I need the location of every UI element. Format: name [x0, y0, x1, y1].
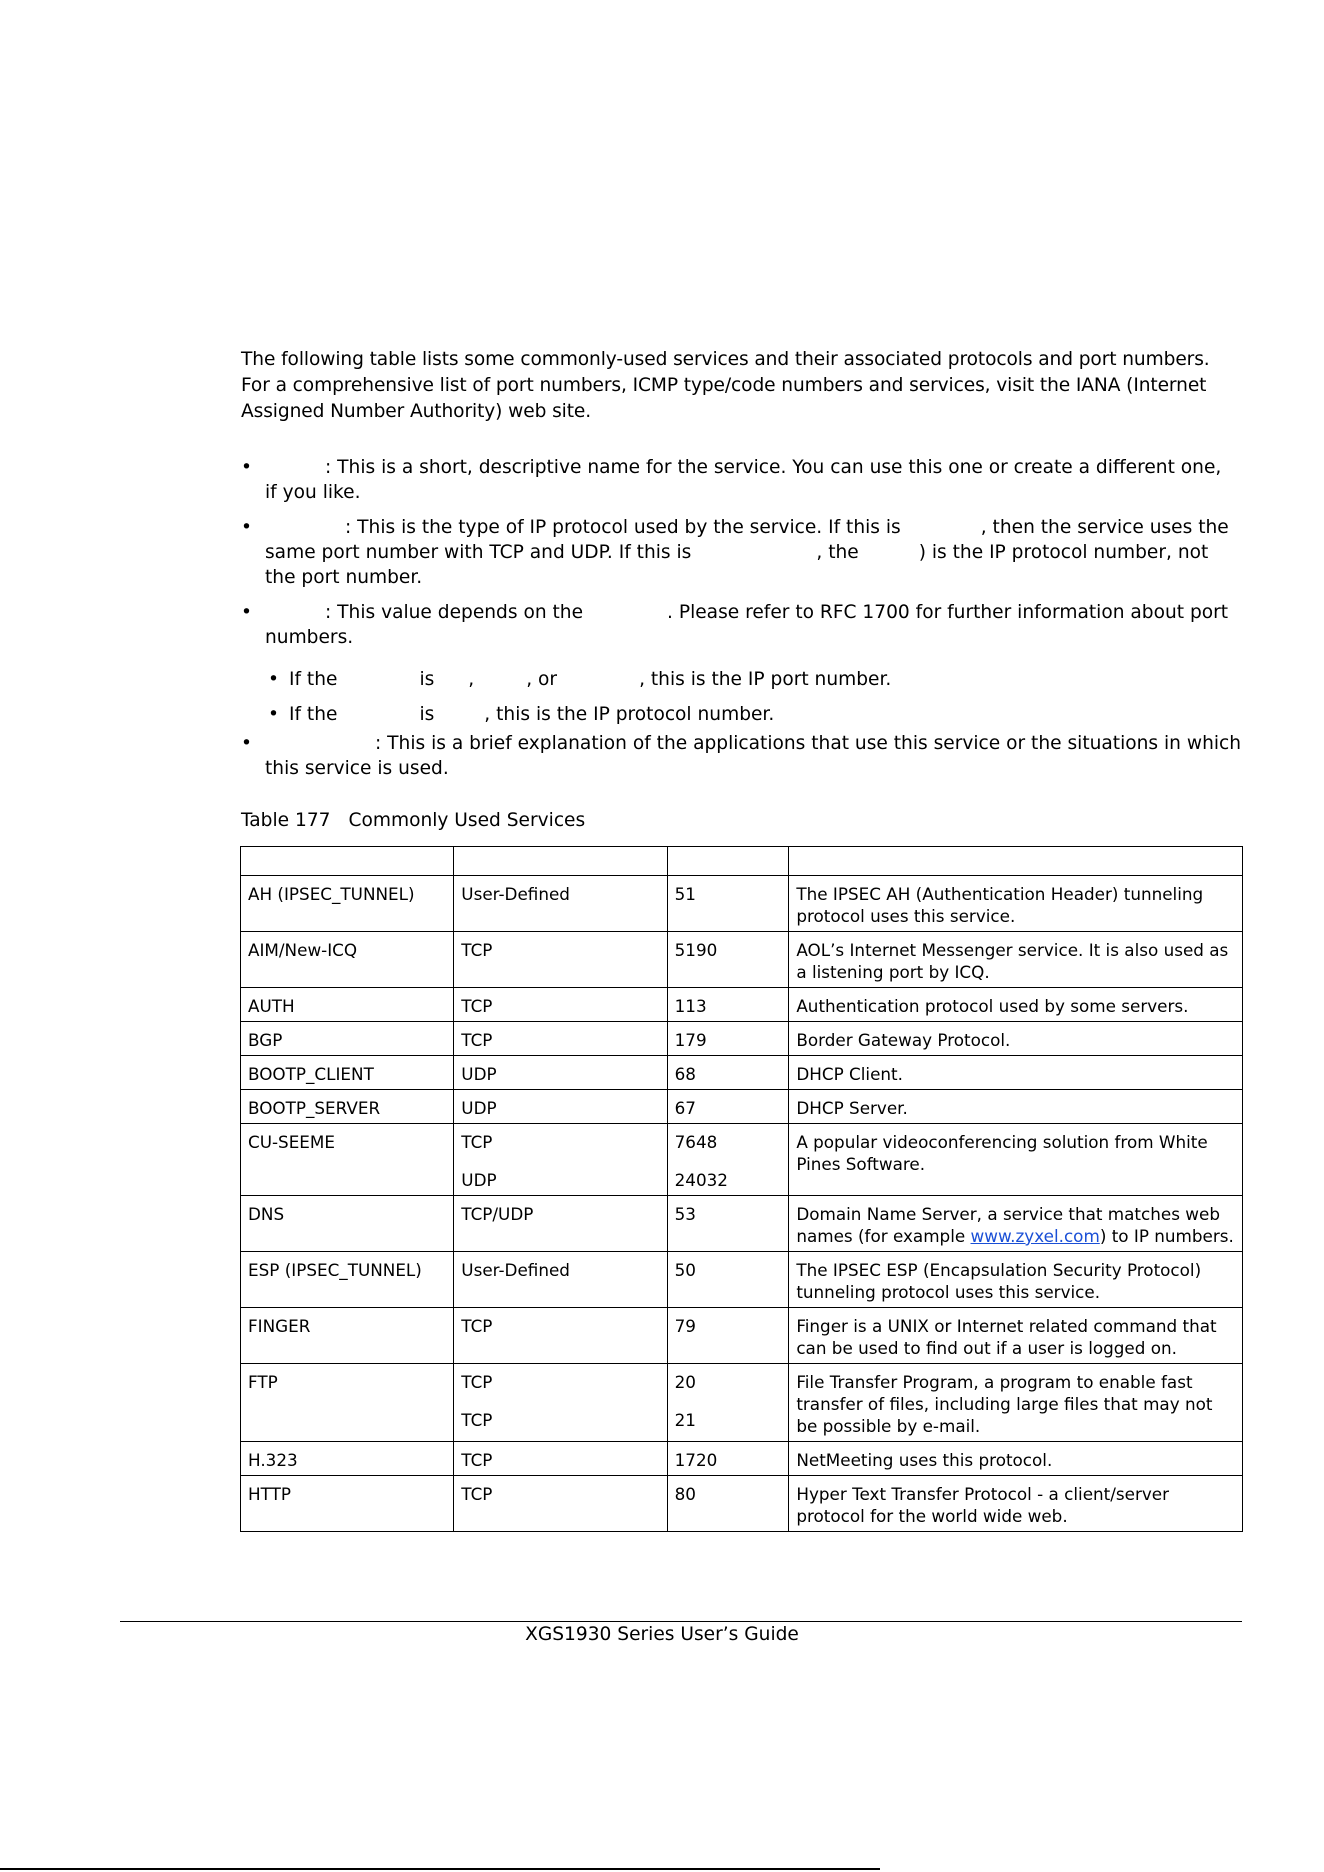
page-footer: XGS1930 Series User’s Guide — [525, 1624, 799, 1645]
services-table — [240, 846, 1243, 1532]
sub-bullet-port-number: • If the is , , or , this is the IP port number. — [268, 669, 892, 690]
cell-description: Border Gateway Protocol. — [789, 1022, 1243, 1056]
cell-name: HTTP — [241, 1476, 454, 1532]
cell-port: 113 — [667, 988, 789, 1022]
cell-port: 67 — [667, 1090, 789, 1124]
cell-name: CU-SEEME — [241, 1124, 454, 1196]
table-row — [241, 1252, 1243, 1308]
cell-protocol: TCP — [454, 1308, 667, 1364]
cell-description: Authentication protocol used by some servers. — [789, 988, 1243, 1022]
table-caption-number: Table 177 — [241, 810, 331, 831]
cell-port: 179 — [667, 1022, 789, 1056]
footer-divider — [120, 1621, 1242, 1622]
cell-port: 51 — [667, 876, 789, 932]
cell-description: NetMeeting uses this protocol. — [789, 1442, 1243, 1476]
cell-name: FTP — [241, 1364, 454, 1442]
bullet-port: • : This value depends on the . Please refer to RFC 1700 for further information about port numbers. — [241, 602, 1229, 648]
cell-name: AIM/New-ICQ — [241, 932, 454, 988]
cell-description: Hyper Text Transfer Protocol - a client/server protocol for the world wide web. — [789, 1476, 1243, 1532]
intro-line: Assigned Number Authority) web site. — [241, 401, 592, 422]
cell-name: BOOTP_SERVER — [241, 1090, 454, 1124]
table-row — [241, 932, 1243, 988]
table-row — [241, 1056, 1243, 1090]
cell-name: BOOTP_CLIENT — [241, 1056, 454, 1090]
table-row — [241, 1196, 1243, 1252]
cell-name: ESP (IPSEC_TUNNEL) — [241, 1252, 454, 1308]
cell-protocol: TCP/UDP — [454, 1196, 667, 1252]
cell-protocol: TCP — [454, 1476, 667, 1532]
bullet-protocol: • : This is the type of IP protocol used by the service. If this is , then the service uses the same port number with TCP and UDP. If this is , the ) is the IP protocol number, not the port number. — [241, 517, 1229, 588]
cell-port: 79 — [667, 1308, 789, 1364]
cell-description: Domain Name Server, a service that matches web names (for example www.zyxel.com) to IP numbers. — [789, 1196, 1243, 1252]
cell-name: H.323 — [241, 1442, 454, 1476]
cell-name: BGP — [241, 1022, 454, 1056]
bullet-description: • : This is a brief explanation of the applications that use this service or the situations in which this service is used. — [241, 733, 1242, 779]
cell-port: 68 — [667, 1056, 789, 1090]
cell-port: 5190 — [667, 932, 789, 988]
cell-port: 50 — [667, 1252, 789, 1308]
table-row — [241, 1090, 1243, 1124]
cell-description: A popular videoconferencing solution from White Pines Software. — [789, 1124, 1243, 1196]
cell-protocol: UDP — [454, 1056, 667, 1090]
cell-protocol: TCP — [454, 932, 667, 988]
table-caption — [241, 809, 585, 833]
bottom-divider — [0, 1868, 880, 1870]
cell-protocol: TCP — [454, 1022, 667, 1056]
table-row — [241, 988, 1243, 1022]
cell-protocol: User-Defined — [454, 1252, 667, 1308]
intro-line: For a comprehensive list of port numbers, ICMP type/code numbers and services, visit the IANA (Internet — [241, 375, 1207, 396]
table-row — [241, 1308, 1243, 1364]
cell-name: AUTH — [241, 988, 454, 1022]
table-row — [241, 1476, 1243, 1532]
cell-protocol: TCP — [454, 988, 667, 1022]
cell-description: DHCP Server. — [789, 1090, 1243, 1124]
cell-protocol: User-Defined — [454, 876, 667, 932]
cell-port: 80 — [667, 1476, 789, 1532]
intro-paragraph — [241, 347, 1251, 425]
cell-name: FINGER — [241, 1308, 454, 1364]
table-row — [241, 1124, 1243, 1196]
table-header-row — [241, 847, 1243, 876]
table-row — [241, 1442, 1243, 1476]
cell-port: 1720 — [667, 1442, 789, 1476]
cell-description: Finger is a UNIX or Internet related command that can be used to find out if a user is logged on. — [789, 1308, 1243, 1364]
header-cell — [667, 847, 789, 876]
cell-protocol: UDP — [454, 1090, 667, 1124]
cell-name: AH (IPSEC_TUNNEL) — [241, 876, 454, 932]
table-caption-title: Commonly Used Services — [348, 810, 586, 831]
cell-description: The IPSEC ESP (Encapsulation Security Protocol) tunneling protocol uses this service. — [789, 1252, 1243, 1308]
table-row — [241, 876, 1243, 932]
cell-description: The IPSEC AH (Authentication Header) tunneling protocol uses this service. — [789, 876, 1243, 932]
cell-protocol: TCP — [454, 1442, 667, 1476]
bullet-name: • : This is a short, descriptive name for the service. You can use this one or create a different one, if you like. — [241, 457, 1222, 503]
header-cell — [454, 847, 667, 876]
cell-port: 53 — [667, 1196, 789, 1252]
cell-port: 7648 24032 — [667, 1124, 789, 1196]
cell-port: 20 21 — [667, 1364, 789, 1442]
header-cell — [241, 847, 454, 876]
zyxel-link[interactable]: www.zyxel.com — [970, 1226, 1100, 1246]
table-row — [241, 1022, 1243, 1056]
cell-protocol: TCP UDP — [454, 1124, 667, 1196]
intro-line: The following table lists some commonly-used services and their associated protocols and port numbers. — [241, 349, 1210, 370]
table-row — [241, 1364, 1243, 1442]
cell-description: AOL’s Internet Messenger service. It is also used as a listening port by ICQ. — [789, 932, 1243, 988]
cell-name: DNS — [241, 1196, 454, 1252]
header-cell — [789, 847, 1243, 876]
cell-description: DHCP Client. — [789, 1056, 1243, 1090]
cell-protocol: TCP TCP — [454, 1364, 667, 1442]
cell-description: File Transfer Program, a program to enable fast transfer of files, including large files that may not be possible by e-mail. — [789, 1364, 1243, 1442]
sub-bullet-protocol-number: • If the is , this is the IP protocol number. — [268, 704, 775, 725]
